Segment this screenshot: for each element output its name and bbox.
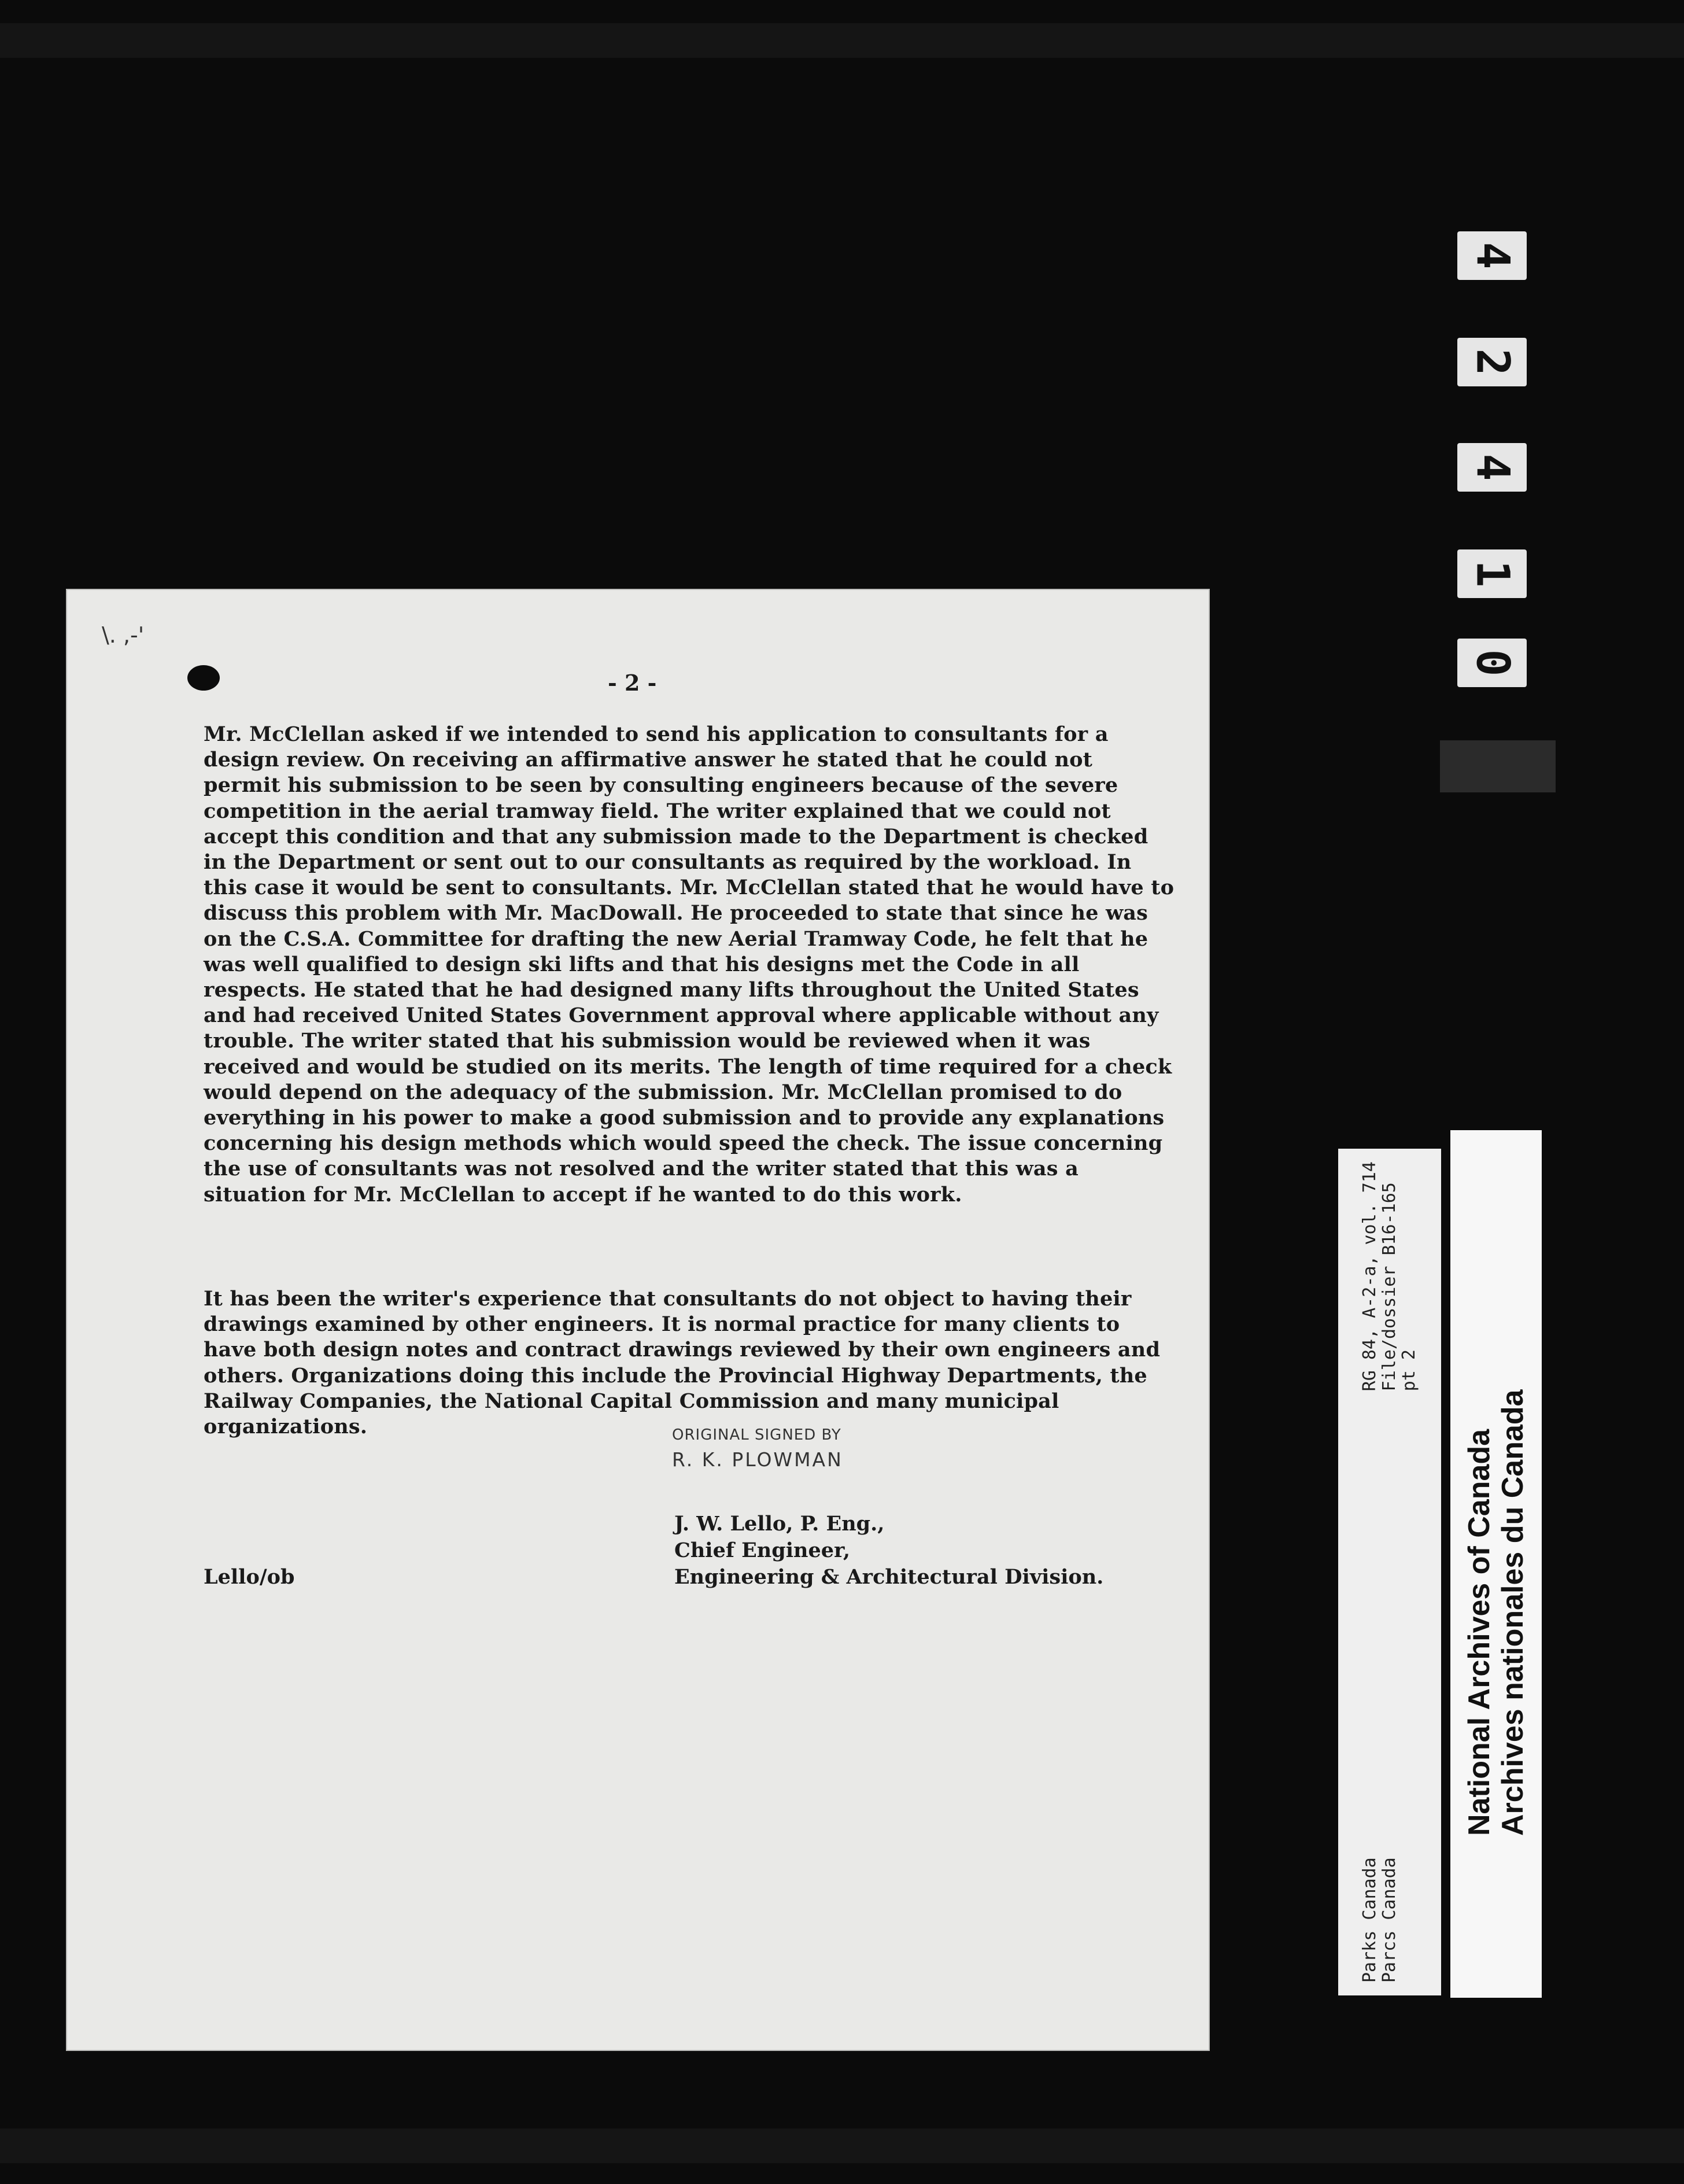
body-paragraph: It has been the writer's experience that consultants do not object to having their drawings examined by other engineers. It is normal practice for many clients to have both design notes and contract drawings reviewed by their own engineers and others. Organizations doing this include the Provincial Highway Departments, the Railway Companies, the National Capital Commission and many municipal organizations. <box>204 1287 1161 1439</box>
archive-reference-label <box>1338 1149 1441 1995</box>
signature-stamp-name: R. K. PLOWMAN <box>672 1448 843 1471</box>
signatory-division: Engineering & Architectural Division. <box>674 1565 1104 1589</box>
frame-digit: 0 <box>1457 639 1527 687</box>
parks-label-fr: Parcs Canada <box>1379 1857 1399 1983</box>
signatory-title: Chief Engineer, <box>674 1539 851 1562</box>
file-reference: File/dossier B16-165 <box>1379 1182 1399 1392</box>
national-archives-label <box>1450 1130 1542 1998</box>
archives-name-fr: Archives nationales du Canada <box>1496 1389 1530 1836</box>
reference-initials: Lello/ob <box>204 1565 295 1589</box>
signatory-name: J. W. Lello, P. Eng., <box>674 1512 885 1536</box>
body-paragraph: Mr. McClellan asked if we intended to send his application to consultants for a design review. On receiving an affirmative answer he stated that he could not permit his submission to be seen by consulting engineers because of the severe competition in the aerial tramway field. The writer explained that we could not accept this condition and that any submission made to the Department is checked in the Department or sent out to our consultants as required by the workload. In this case it would be sent to consultants. Mr. McClellan stated that he would have to discuss this problem with Mr. MacDowall. He proceeded to state that since he was on the C.S.A. Committee for drafting the new Aerial Tramway Code, he felt that he was well qualified to design ski lifts and that his designs met the Code in all respects. He stated that he had designed many lifts throughout the United States and had received United States Government approval where applicable without any trouble. The writer stated that his submission would be reviewed when it was received and would be studied on its merits. The length of time required for a check would depend on the adequacy of the submission. Mr. McClellan promised to do everything in his power to make a good submission and to provide any explanations concerning his design methods which would speed the check. The issue concerning the use of consultants was not resolved and the writer stated that this was a situation for Mr. McClellan to accept if he wanted to do this work. <box>204 722 1175 1207</box>
document-page <box>67 590 1209 2050</box>
frame-digit: 2 <box>1457 338 1527 386</box>
film-edge-bottom <box>0 2128 1684 2163</box>
page-number: - 2 - <box>608 670 657 696</box>
signature-stamp: ORIGINAL SIGNED BY <box>672 1426 841 1444</box>
film-edge-top <box>0 23 1684 58</box>
frame-digit: 4 <box>1457 231 1527 280</box>
fonds-reference: RG 84, A-2-a, vol. 714 <box>1360 1161 1380 1392</box>
punch-hole <box>187 665 220 691</box>
scratch-mark: \. ,-' <box>102 622 145 648</box>
frame-digit: 1 <box>1457 549 1527 598</box>
part-reference: pt 2 <box>1399 1349 1419 1392</box>
archives-name-en: National Archives of Canada <box>1463 1429 1496 1836</box>
frame-digit: 4 <box>1457 443 1527 492</box>
frame-blank-slot <box>1440 740 1556 792</box>
parks-label-en: Parks Canada <box>1360 1857 1380 1983</box>
